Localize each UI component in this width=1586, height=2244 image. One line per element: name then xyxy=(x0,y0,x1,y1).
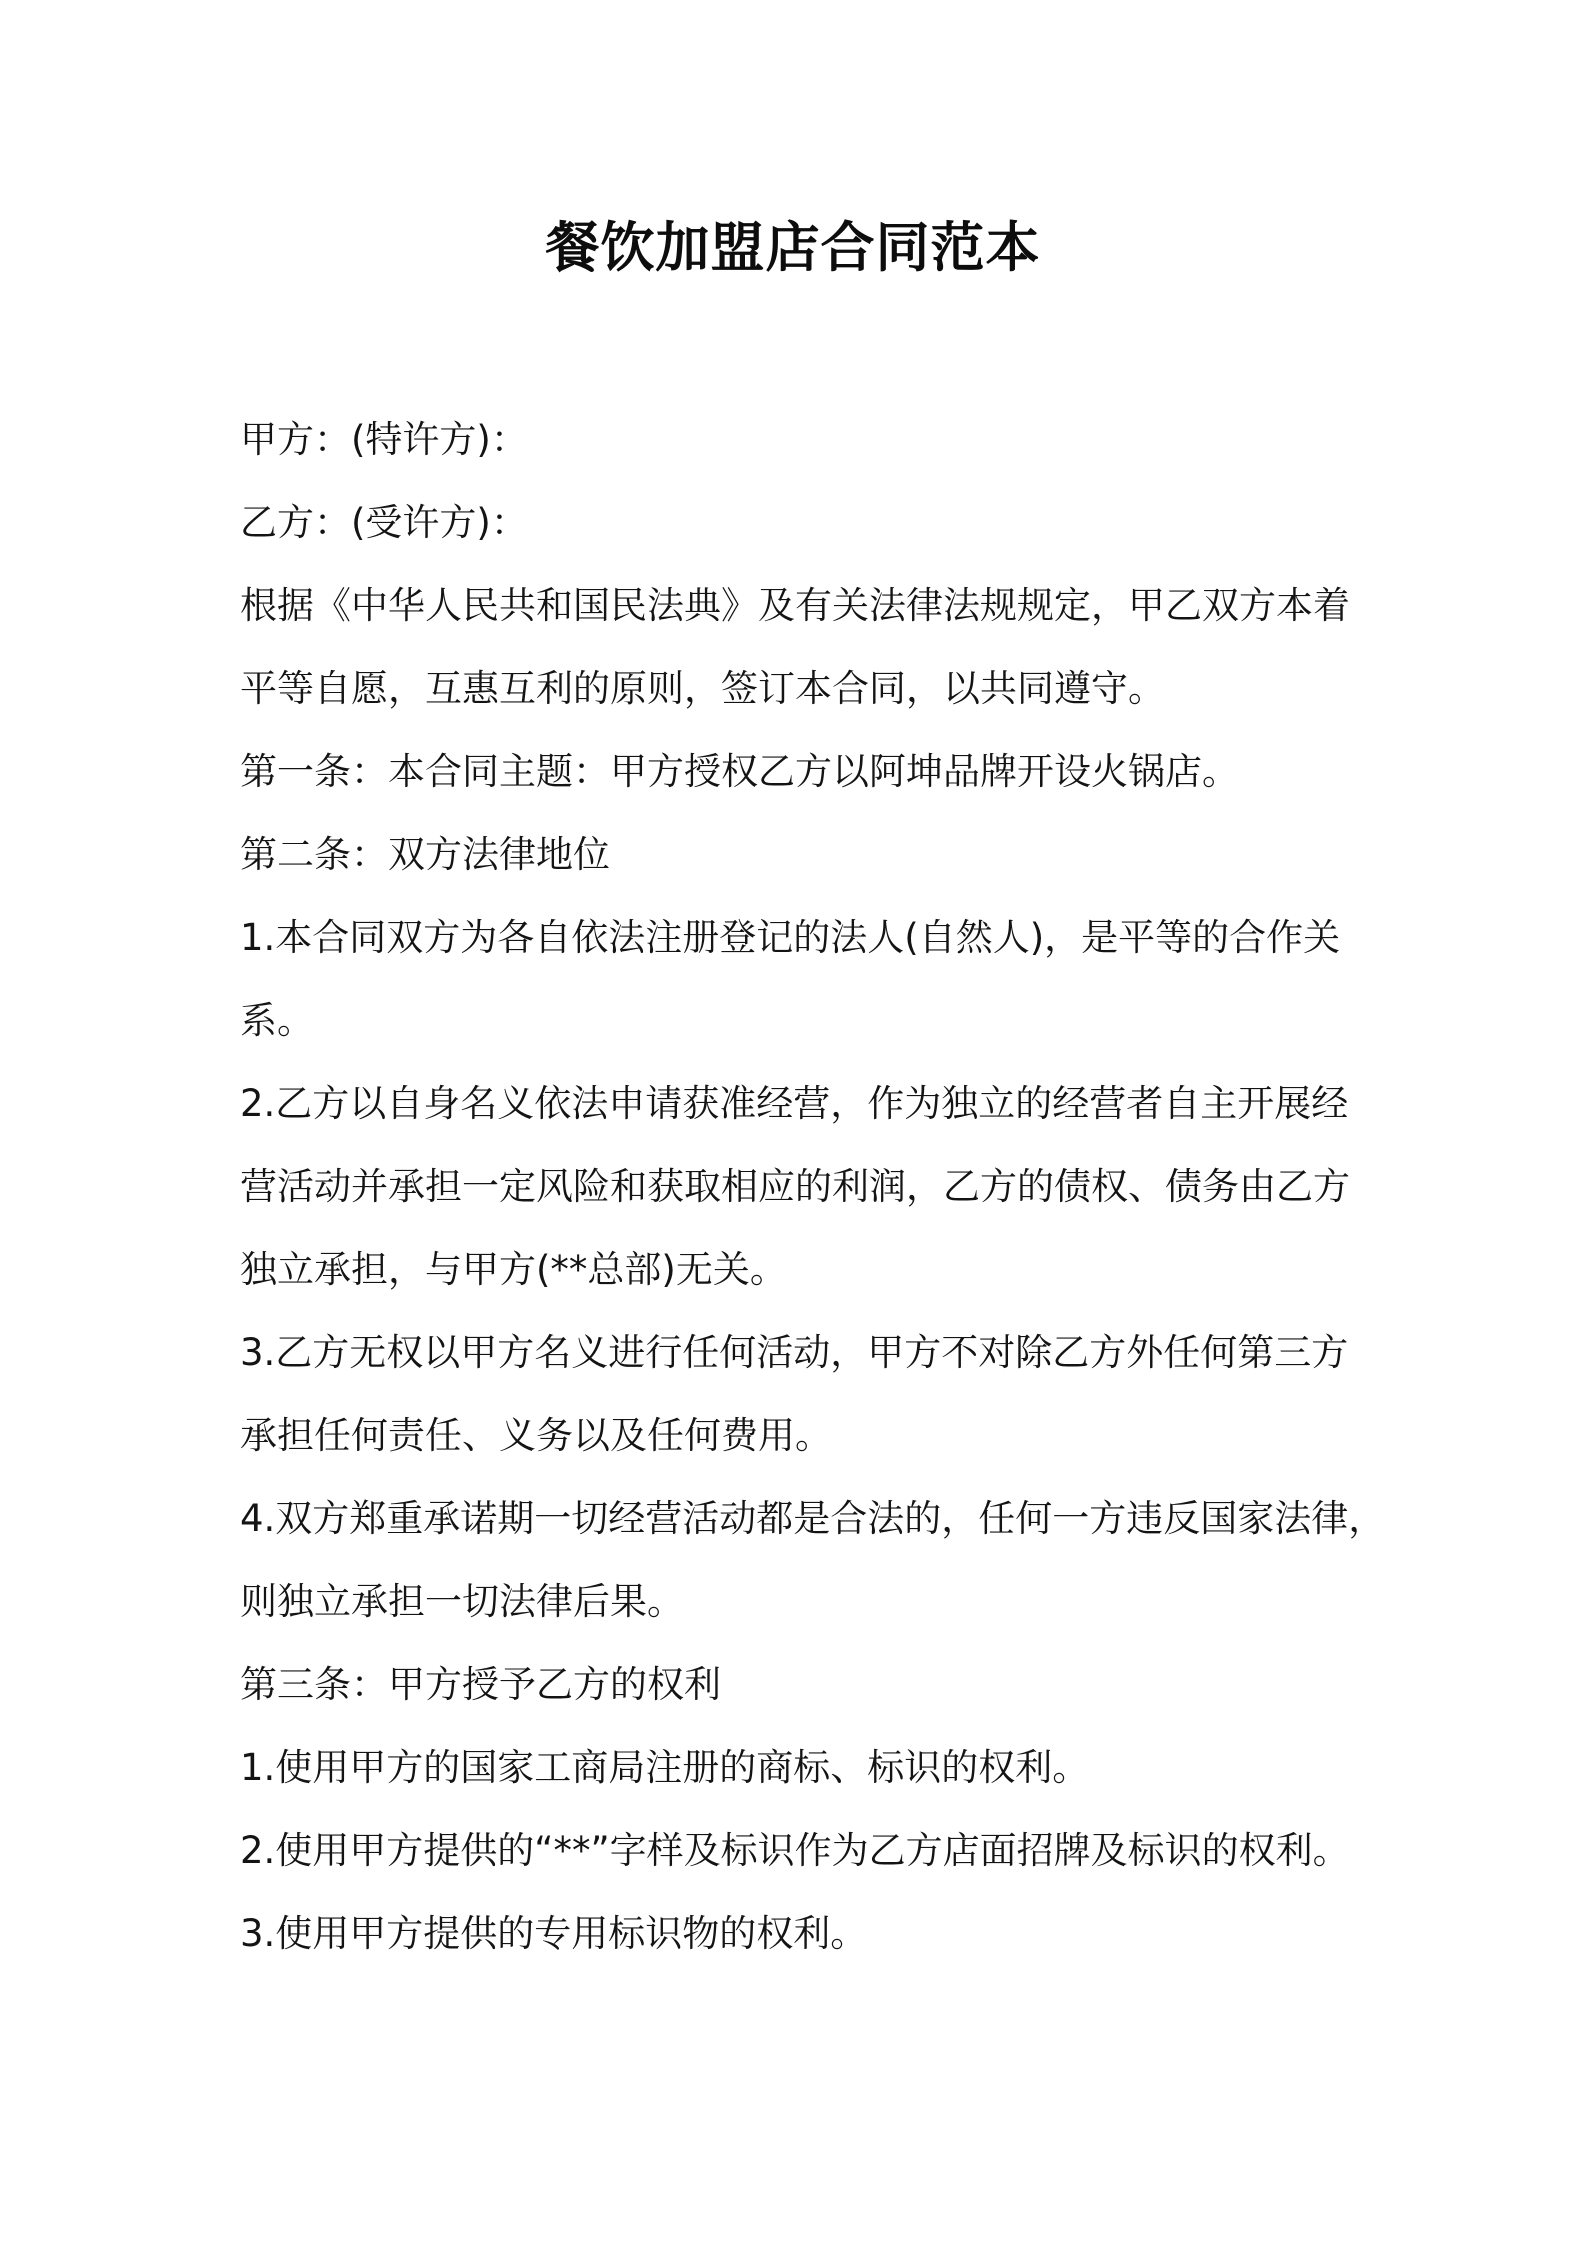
article-2-clause-3-line-2: 承担任何责任、义务以及任何费用。 xyxy=(240,1414,832,1457)
article-3-clause-2: 2.使用甲方提供的“**”字样及标识作为乙方店面招牌及标识的权利。 xyxy=(240,1829,1350,1872)
article-2-clause-4-line-2: 则独立承担一切法律后果。 xyxy=(240,1580,684,1623)
preamble-line-1: 根据《中华人民共和国民法典》及有关法律法规规定，甲乙双方本着 xyxy=(240,584,1350,627)
article-3-clause-1: 1.使用甲方的国家工商局注册的商标、标识的权利。 xyxy=(240,1746,1090,1789)
article-2-clause-2-line-2: 营活动并承担一定风险和获取相应的利润，乙方的债权、债务由乙方 xyxy=(240,1165,1350,1208)
document-title: 餐饮加盟店合同范本 xyxy=(545,216,1041,279)
article-2-clause-4-line-1: 4.双方郑重承诺期一切经营活动都是合法的，任何一方违反国家法律， xyxy=(240,1497,1386,1540)
article-2-clause-2-line-3: 独立承担，与甲方(**总部)无关。 xyxy=(240,1248,787,1291)
article-2-clause-1-line-2: 系。 xyxy=(240,999,314,1042)
article-2-clause-3-line-1: 3.乙方无权以甲方名义进行任何活动，甲方不对除乙方外任何第三方 xyxy=(240,1331,1349,1374)
document-body xyxy=(240,398,1386,1975)
article-2-clause-1-line-1: 1.本合同双方为各自依法注册登记的法人(自然人)，是平等的合作关 xyxy=(240,916,1341,959)
party-a-line: 甲方：(特许方)： xyxy=(240,418,528,461)
preamble-line-2: 平等自愿，互惠互利的原则，签订本合同，以共同遵守。 xyxy=(240,667,1165,710)
article-3-heading: 第三条：甲方授予乙方的权利 xyxy=(240,1663,721,1706)
article-2-heading: 第二条：双方法律地位 xyxy=(240,833,610,876)
article-1-line: 第一条：本合同主题：甲方授权乙方以阿坤品牌开设火锅店。 xyxy=(240,750,1239,793)
party-b-line: 乙方：(受许方)： xyxy=(240,501,528,544)
article-2-clause-2-line-1: 2.乙方以自身名义依法申请获准经营，作为独立的经营者自主开展经 xyxy=(240,1082,1349,1125)
article-3-clause-3: 3.使用甲方提供的专用标识物的权利。 xyxy=(240,1912,868,1955)
